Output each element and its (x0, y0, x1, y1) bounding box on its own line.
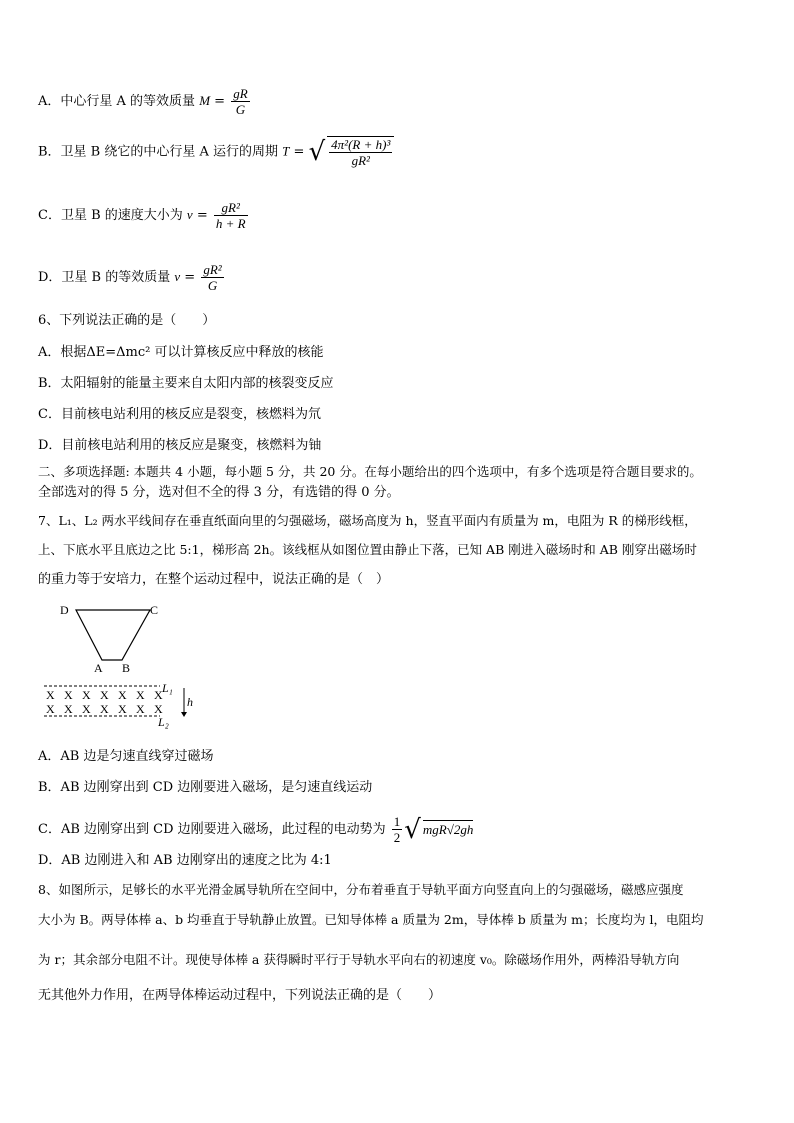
cross-mark: X (64, 702, 73, 716)
trapezoid-diagram (40, 600, 200, 730)
q8-stem-line4: 无其他外力作用，在两导体棒运动过程中，下列说法正确的是（ ） (38, 988, 442, 1003)
option-c-radicand: mgR√2gh (422, 822, 474, 837)
q8-stem-line2: 大小为 B。两导体棒 a、b 均垂直于导轨静止放置。已知导体棒 a 质量为 2m，导体棒 b 质量为 m；长度均为 l，电阻均 (38, 912, 704, 927)
fraction-numerator: 1 (393, 814, 401, 829)
cross-mark: X (46, 702, 55, 716)
label-a: A (94, 661, 103, 675)
cross-mark: X (136, 702, 145, 716)
q7-trapezoid-figure (40, 600, 200, 730)
option-b-lhs: T (282, 143, 290, 159)
label-l1: L₁ (162, 681, 173, 695)
q7-stem-line2: 上、下底水平且底边之比 5:1，梯形高 2h。该线框从如图位置由静止下落，已知 AB 刚进入磁场时和 AB 刚穿出磁场时 (38, 542, 697, 557)
q7-option-d: D．AB 边刚进入和 AB 边刚穿出的速度之比为 4:1 (38, 853, 332, 868)
label-d: D (60, 603, 69, 617)
option-a-lhs: M (199, 93, 211, 108)
fraction-denominator: G (207, 278, 218, 293)
option-b-text: B．卫星 B 绕它的中心行星 A 运行的周期 (38, 144, 279, 160)
label-h: h (187, 695, 193, 709)
q7-option-a: A．AB 边是匀速直线穿过磁场 (38, 749, 214, 764)
fraction-numerator: gR² (214, 200, 248, 216)
q5-option-d: D．卫星 B 的等效质量 v = $\frac{\text{gR²}}{G}$ (38, 262, 222, 293)
cross-mark: X (100, 702, 109, 716)
option-a-fraction (231, 86, 249, 117)
option-b-fraction (329, 137, 392, 168)
cross-mark: X (118, 688, 127, 702)
option-a-text: A．中心行星 A 的等效质量 (38, 94, 196, 109)
q6-option-c: C．目前核电站利用的核反应是裂变，核燃料为氘 (38, 407, 321, 422)
fraction-denominator: gR² (351, 153, 370, 168)
cross-mark: X (82, 688, 91, 702)
option-d-lhs: v (174, 269, 181, 284)
option-c-fraction (214, 200, 248, 231)
option-c-text: C．AB 边刚穿出到 CD 边刚要进入磁场，此过程的电动势为 (38, 822, 386, 837)
fraction-denominator: G (235, 102, 246, 117)
q7-option-b: B．AB 边刚穿出到 CD 边刚要进入磁场，是匀速直线运动 (38, 780, 373, 795)
magnetic-field-crosses (46, 688, 163, 716)
fraction-numerator: gR (233, 86, 248, 101)
fraction-numerator: 4π²(R + h)³ (331, 137, 391, 152)
q5-option-a: A．中心行星 A 的等效质量 M = $\frac{gR}{G}$ (38, 86, 248, 117)
cross-mark: X (154, 702, 163, 716)
label-b: B (122, 661, 131, 675)
cross-mark: X (136, 688, 145, 702)
q7-option-c (38, 814, 473, 845)
cross-mark: X (46, 688, 55, 702)
option-c-half-fraction (392, 814, 403, 845)
arrow-down-icon (181, 712, 187, 717)
option-d-text: D．卫星 B 的等效质量 (38, 270, 171, 285)
q6-option-b: B．太阳辐射的能量主要来自太阳内部的核裂变反应 (38, 376, 334, 391)
section2-instructions-line2: 全部选对的得 5 分，选对但不全的得 3 分，有选错的得 0 分。 (38, 485, 400, 500)
option-c-lhs: v (186, 207, 193, 222)
sqrt-body (327, 136, 394, 168)
cross-mark: X (154, 688, 163, 702)
q7-stem-line3: 的重力等于安培力，在整个运动过程中，说法正确的是（ ） (38, 572, 390, 587)
cross-mark: X (100, 688, 109, 702)
cross-mark: X (118, 702, 127, 716)
cross-mark: X (64, 688, 73, 702)
q8-stem-line1: 8、如图所示，足够长的水平光滑金属导轨所在空间中，分布着垂直于导轨平面方向竖直向上的匀强磁场，磁感应强度 (38, 882, 684, 897)
sqrt-sign-icon: √ (308, 137, 326, 167)
option-c-text: C．卫星 B 的速度大小为 (38, 208, 183, 223)
section2-instructions-line1: 二、多项选择题: 本题共 4 小题，每小题 5 分，共 20 分。在每小题给出的四个选项中，有多个选项是符合题目要求的。 (38, 464, 702, 479)
q6-stem: 6、下列说法正确的是（ ） (38, 313, 216, 328)
option-d-fraction (201, 262, 223, 293)
fraction-denominator: h + R (215, 216, 246, 231)
fraction-denominator: 2 (393, 830, 401, 845)
label-l2: L₂ (158, 715, 169, 729)
q8-stem-line3: 为 r；其余部分电阻不计。现使导体棒 a 获得瞬时平行于导轨水平向右的初速度 v₀。除磁场作用外，两棒沿导轨方向 (38, 952, 680, 967)
trapezoid-frame (76, 610, 150, 660)
cross-mark: X (82, 702, 91, 716)
label-c: C (150, 603, 159, 617)
q5-option-b: B．卫星 B 绕它的中心行星 A 运行的周期 T = √ $\frac{\text{4π²(R + h)³}}{\text{gR²}}$ (38, 136, 394, 168)
q6-option-a: A．根据ΔE=Δmc² 可以计算核反应中释放的核能 (38, 345, 324, 360)
q6-option-d: D．目前核电站利用的核反应是聚变，核燃料为铀 (38, 438, 322, 453)
q7-stem-line1: 7、L₁、L₂ 两水平线间存在垂直纸面向里的匀强磁场，磁场高度为 h，竖直平面内有质量为 m，电阻为 R 的梯形线框， (38, 513, 697, 528)
q5-option-c: C．卫星 B 的速度大小为 v = $\frac{\text{gR²}}{h + R}$ (38, 200, 246, 231)
sqrt-sign-icon: √ (404, 814, 421, 845)
fraction-numerator: gR² (203, 262, 222, 277)
